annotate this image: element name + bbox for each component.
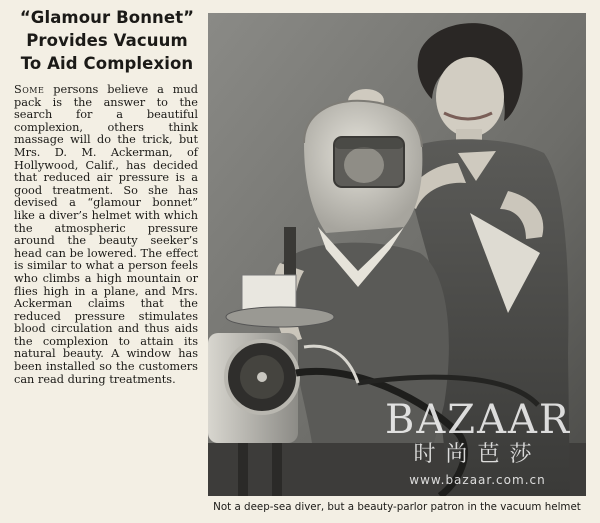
headline-line-2: Provides Vacuum xyxy=(26,31,188,50)
article-photo xyxy=(208,13,586,496)
watermark-url: www.bazaar.com.cn xyxy=(409,473,546,487)
photo-caption: Not a deep-sea diver, but a beauty-parlor patron in the vacuum helmet xyxy=(213,501,581,513)
watermark-brand: BAZAAR xyxy=(385,397,571,443)
standing-woman-face xyxy=(436,57,504,137)
article-headline xyxy=(12,6,202,75)
article-body-text: persons believe a mud pack is the answer to the search for a beautiful complexion, others think massage will do the trick, but Mrs. D. M. Ackerman, of Hollywood, Calif., has decided that reduced air pressure is a good treatment. So she has devised a “glamour bonnet” like a diver’s helmet with which the atmospheric pressure around the beauty seeker’s head can be lowered. The effect is similar to what a person feels who climbs a high mountain or flies high in a plane, and Mrs. Ackerman claims that the reduced pressure stimulates blood circulation and thus aids the complexion to attain its natural beauty. A window has been installed so the customers can read during treatments. xyxy=(14,83,198,386)
photo-illustration xyxy=(208,13,586,496)
watermark-chinese: 时尚芭莎 xyxy=(413,442,542,467)
article-body xyxy=(14,84,198,386)
lead-word: Some xyxy=(14,83,45,96)
headline-line-1: “Glamour Bonnet” xyxy=(19,8,195,27)
headline-line-3: To Aid Complexion xyxy=(20,54,194,73)
